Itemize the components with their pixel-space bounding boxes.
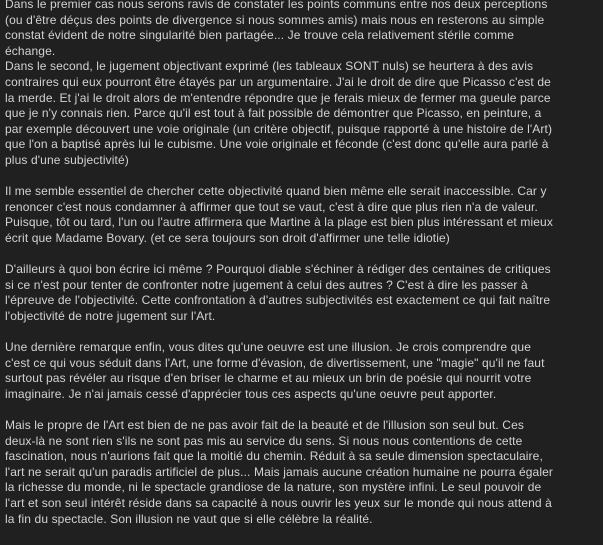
post-body bbox=[5, 0, 597, 527]
paragraph-2: Dans le second, le jugement objectivant exprimé (les tableaux SONT nuls) se heurtera à des avis contraires qui eux pourront être étayés par un argumentaire. J'ai le droit de dire que Picasso c'est de la merde. Et j'ai le droit alors de m'entendre répondre que je ferais mieux de fermer ma gueule parce que je n'y connais rien. Parce qu'il est tout à fait possible de démontrer que Picasso, en peinture, a par exemple découvert une voie originale (un critère objectif, puisque rapporté à une histoire de l'Art) que l'on a baptisé après lui le cubisme. Une voie originale et féconde (c'est donc qu'elle aura parlé à plus d'une subjectivité) bbox=[5, 59, 553, 167]
paragraph-gap bbox=[5, 169, 597, 185]
paragraph-3: Il me semble essentiel de chercher cette objectivité quand bien même elle serait inaccessible. Car y renoncer c'est nous condamner à affirmer que tout se vaut, c'est à dire que plus rien n'a de valeur. Puisque, tôt ou tard, l'un ou l'autre affirmera que Martine à la plage est bien plus intéressant et mieux écrit que Madame Bovary. (et ce sera toujours son droit d'affirmer une telle idiotie) bbox=[5, 184, 553, 245]
paragraph-gap bbox=[5, 247, 597, 263]
paragraph-4: D'ailleurs à quoi bon écrire ici même ? Pourquoi diable s'échiner à rédiger des centaines de critiques si ce n'est pour tenter de confronter notre jugement à celui des autres ? C'est à dire les passer à l'épreuve de l'objectivité. Cette confrontation à d'autres subjectivités est exactement ce qui fait naître l'objectivité de notre jugement sur l'Art. bbox=[5, 262, 551, 323]
paragraph-gap bbox=[5, 324, 597, 340]
paragraph-5: Une dernière remarque enfin, vous dites qu'une oeuvre est une illusion. Je crois comprendre que c'est ce qui vous séduit dans l'Art, une forme d'évasion, de divertissement, une "magie" qu'il ne faut surtout pas révéler au risque d'en briser le charme et au mieux un brin de poésie qui nourrit votre imaginaire. Je n'ai jamais cessé d'apprécier tous ces aspects qu'une oeuvre peut apporter. bbox=[5, 340, 545, 401]
paragraph-6: Mais le propre de l'Art est bien de ne pas avoir fait de la beauté et de l'illusion son seul but. Ces deux-là ne sont rien s'ils ne sont pas mis au service du sens. Si nous nous contentions de cette fascination, nous n'aurions fait que la moitié du chemin. Réduit à sa seule dimension spectaculaire, l'art ne serait qu'un paradis artificiel de plus... Mais jamais aucune création humaine ne pourra égaler la richesse du monde, ni le spectacle grandiose de la nature, son mystère infini. Le seul pouvoir de l'art et son seul intérêt réside dans sa capacité à nous ouvrir les yeux sur le monde qui nous attend à la fin du spectacle. Son illusion ne vaut que si elle célèbre la réalité. bbox=[5, 418, 554, 526]
paragraph-gap bbox=[5, 402, 597, 418]
paragraph-1: Dans le premier cas nous serons ravis de constater les points communs entre nos deux perceptions (ou d'être déçus des points de divergence si nous sommes amis) mais nous en resterons au simple constat évident de notre singularité bien partagée... Je trouve cela relativement stérile comme échange. bbox=[5, 0, 548, 58]
